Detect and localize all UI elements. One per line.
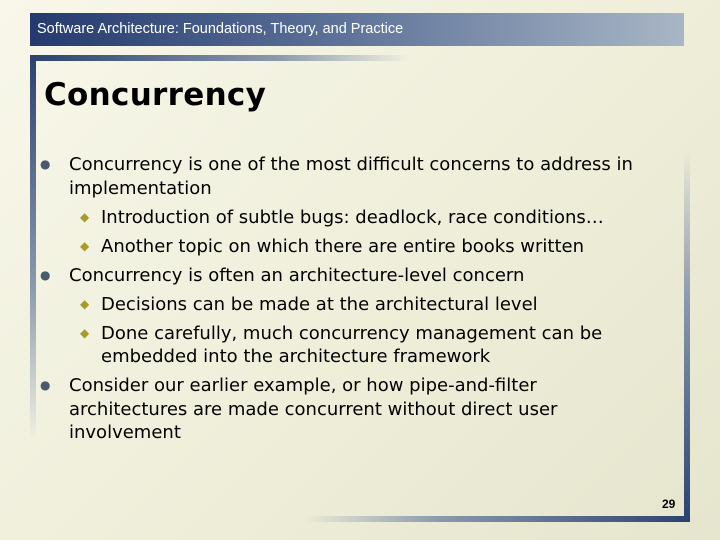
diamond-bullet-icon: ◆	[80, 296, 90, 311]
header-bar	[30, 13, 684, 46]
sub-bullet-text: Introduction of subtle bugs: deadlock, race conditions…	[101, 206, 604, 228]
bullet-item	[40, 374, 660, 445]
circle-bullet-icon: ●	[40, 267, 51, 282]
sub-bullet-item	[40, 235, 660, 259]
frame-top-line	[30, 55, 410, 61]
diamond-bullet-icon: ◆	[80, 325, 90, 340]
sub-bullet-item	[40, 322, 660, 369]
bullet-item	[40, 264, 660, 288]
circle-bullet-icon: ●	[40, 378, 51, 392]
diamond-bullet-icon: ◆	[80, 209, 90, 224]
diamond-bullet-icon: ◆	[80, 238, 90, 253]
slide-title: Concurrency	[44, 77, 267, 113]
bullet-text: Consider our earlier example, or how pipe-and-filter architectures are made concurrent without direct user involvement	[69, 375, 558, 443]
sub-bullet-item	[40, 206, 660, 230]
frame-left-line	[30, 55, 36, 440]
sub-bullet-text: Decisions can be made at the architectural level	[101, 293, 538, 315]
bullet-item	[40, 153, 660, 200]
frame-bottom-line	[305, 516, 690, 522]
bullet-list	[40, 153, 660, 445]
page-number: 29	[662, 497, 676, 511]
sub-bullet-text: Done carefully, much concurrency management can be embedded into the architecture framework	[101, 322, 603, 367]
bullet-text: Concurrency is often an architecture-level concern	[69, 264, 525, 286]
bullet-text: Concurrency is one of the most difficult concerns to address in implementation	[69, 154, 633, 199]
header-title: Software Architecture: Foundations, Theory, and Practice	[37, 21, 404, 37]
circle-bullet-icon: ●	[40, 157, 51, 171]
sub-bullet-text: Another topic on which there are entire books written	[101, 235, 585, 257]
sub-bullet-item	[40, 293, 660, 317]
frame-right-line	[684, 150, 690, 522]
